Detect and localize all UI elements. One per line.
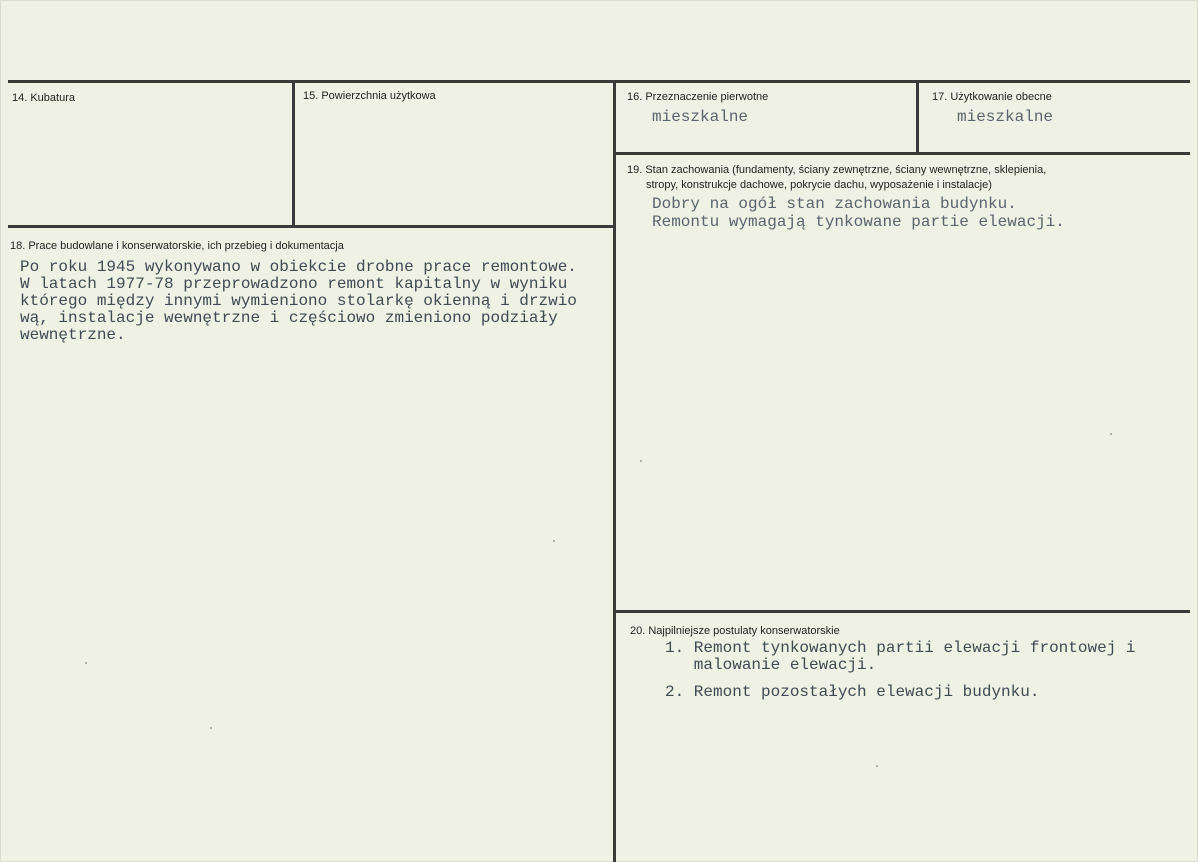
field-18-text-line: Po roku 1945 wykonywano w obiekcie drobne prace remontowe.	[20, 258, 577, 276]
paper-speck	[640, 460, 642, 462]
field-18-text-line: którego między innymi wymieniono stolarkę okienną i drzwio	[20, 292, 577, 310]
field-16-label: 16. Przeznaczenie pierwotne	[627, 91, 769, 103]
divider-14-15	[292, 80, 295, 227]
field-20-label: 20. Najpilniejsze postulaty konserwatorskie	[630, 625, 840, 637]
paper-speck	[876, 765, 878, 767]
field-17-label: 17. Użytkowanie obecne	[932, 91, 1052, 103]
field-15-label: 15. Powierzchnia użytkowa	[303, 90, 436, 102]
field-17-value: mieszkalne	[957, 108, 1054, 126]
rule-above-20	[615, 610, 1190, 613]
field-18-label: 18. Prace budowlane i konserwatorskie, ich przebieg i dokumentacja	[10, 240, 344, 252]
top-rule	[8, 80, 1190, 83]
field-19-text-line: Remontu wymagają tynkowane partie elewacji.	[652, 213, 1065, 231]
field-14-label: 14. Kubatura	[12, 92, 75, 104]
field-18-text-line: wewnętrzne.	[20, 326, 126, 344]
field-19-label-line2: stropy, konstrukcje dachowe, pokrycie dachu, wyposażenie i instalacje)	[646, 179, 992, 191]
field-20-item-1-line2: malowanie elewacji.	[665, 656, 877, 674]
field-19-text-line: Dobry na ogół stan zachowania budynku.	[652, 195, 1017, 213]
paper-speck	[85, 662, 87, 664]
center-divider	[613, 80, 616, 862]
paper-speck	[210, 727, 212, 729]
paper-speck	[553, 540, 555, 542]
paper-speck	[1110, 433, 1112, 435]
field-20-item-2: 2. Remont pozostałych elewacji budynku.	[665, 683, 1040, 701]
field-19-label-line1: 19. Stan zachowania (fundamenty, ściany zewnętrzne, ściany wewnętrzne, sklepienia,	[627, 164, 1047, 176]
field-20-item-1-line1: 1. Remont tynkowanych partii elewacji frontowej i	[665, 639, 1136, 657]
field-16-value: mieszkalne	[652, 108, 749, 126]
divider-16-17	[916, 80, 919, 154]
field-18-text-line: W latach 1977-78 przeprowadzono remont kapitalny w wyniku	[20, 275, 568, 293]
field-18-text-line: wą, instalacje wewnętrzne i częściowo zmieniono podziały	[20, 309, 558, 327]
rule-under-14-15	[8, 225, 616, 228]
rule-under-16-17	[615, 152, 1190, 155]
